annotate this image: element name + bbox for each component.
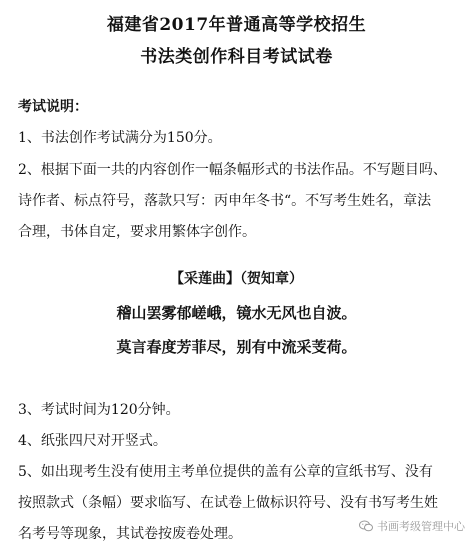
instruction-line: 2、根据下面一共的内容创作一幅条幅形式的书法作品。不写题目吗、 [18,162,447,178]
instruction-line: 诗作者、标点符号，落款只写：丙申年冬书“。不写考生姓名，章法 [18,193,432,209]
instruction-line: 合理，书体自定，要求用繁体字创作。 [18,224,256,240]
instruction-line: 1、书法创作考试满分为150分。 [18,130,222,146]
poem-line: 莫言春度芳菲尽，别有中流采芰荷。 [116,338,357,356]
poem-heading: 【采莲曲】（贺知章） [170,271,303,287]
rule-line: 3、考试时间为120分钟。 [18,402,180,418]
rule-line: 5、如出现考生没有使用主考单位提供的盖有公章的宣纸书写、没有 [18,464,433,480]
watermark-text: 书画考级管理中心 [377,520,465,533]
watermark [359,518,465,534]
page-title: 福建省2017年普通高等学校招生 [106,15,367,35]
rule-line: 4、纸张四尺对开竖式。 [18,433,167,449]
page-subtitle: 书法类创作科目考试试卷 [140,47,333,67]
wechat-icon [359,520,373,532]
poem-line: 稽山罢雾郁嵯峨，镜水无风也自波。 [116,304,357,322]
instructions-heading: 考试说明： [18,99,88,115]
rule-line: 按照款式（条幅）要求临写、在试卷上做标识符号、没有书写考生姓 [18,495,438,511]
rule-line: 名考号等现象，其试卷按废卷处理。 [18,526,242,542]
